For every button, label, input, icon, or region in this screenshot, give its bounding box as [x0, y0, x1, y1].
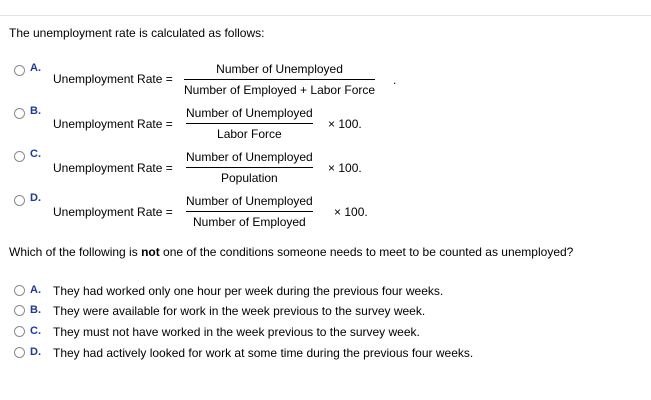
option-letter: C. [30, 325, 41, 337]
fraction-denominator: Population [221, 171, 278, 185]
formula-lhs: Unemployment Rate = [53, 117, 173, 131]
fraction-numerator: Number of Unemployed [186, 106, 313, 120]
fraction-bar [186, 211, 313, 212]
formula-fraction [184, 62, 375, 98]
prompt-text-before: Which of the following is [9, 245, 142, 259]
prompt-emphasis: not [141, 245, 160, 259]
radio-button[interactable] [14, 285, 25, 296]
formula-suffix: × 100. [328, 117, 362, 131]
top-divider [0, 15, 651, 16]
option-letter: A. [30, 284, 41, 296]
radio-button[interactable] [14, 108, 25, 119]
formula-fraction [186, 194, 313, 230]
fraction-bar [186, 123, 313, 124]
radio-button[interactable] [14, 305, 25, 316]
option-letter: C. [30, 148, 41, 160]
fraction-numerator: Number of Unemployed [186, 194, 313, 208]
radio-button[interactable] [14, 326, 25, 337]
option-text: They had worked only one hour per week during the previous four weeks. [53, 284, 444, 298]
radio-button[interactable] [14, 195, 25, 206]
option-letter: D. [30, 346, 41, 358]
fraction-denominator: Number of Employed + Labor Force [184, 83, 376, 97]
option-text: They had actively looked for work at some time during the previous four weeks. [53, 346, 474, 360]
option-letter: B. [30, 105, 41, 117]
formula-fraction [186, 106, 313, 142]
fraction-bar [186, 167, 313, 168]
option-letter: A. [30, 62, 41, 74]
radio-button[interactable] [14, 65, 25, 76]
formula-lhs: Unemployment Rate = [53, 72, 173, 86]
formula-lhs: Unemployment Rate = [53, 205, 173, 219]
formula-suffix: × 100. [328, 161, 362, 175]
fraction-numerator: Number of Unemployed [216, 62, 343, 76]
formula-suffix: . [393, 73, 397, 87]
prompt-text-after: one of the conditions someone needs to meet to be counted as unemployed? [159, 245, 574, 259]
question-2-prompt [9, 245, 573, 259]
option-text: They were available for work in the week previous to the survey week. [53, 304, 426, 318]
formula-suffix: × 100. [334, 205, 368, 219]
option-text: They must not have worked in the week previous to the survey week. [53, 325, 420, 339]
option-letter: D. [30, 192, 41, 204]
question-1-prompt: The unemployment rate is calculated as follows: [9, 26, 265, 40]
fraction-numerator: Number of Unemployed [186, 150, 313, 164]
formula-lhs: Unemployment Rate = [53, 161, 173, 175]
radio-button[interactable] [14, 347, 25, 358]
fraction-denominator: Number of Employed [193, 215, 306, 229]
fraction-bar [184, 79, 375, 80]
formula-fraction [186, 150, 313, 186]
option-letter: B. [30, 304, 41, 316]
fraction-denominator: Labor Force [217, 127, 282, 141]
radio-button[interactable] [14, 151, 25, 162]
